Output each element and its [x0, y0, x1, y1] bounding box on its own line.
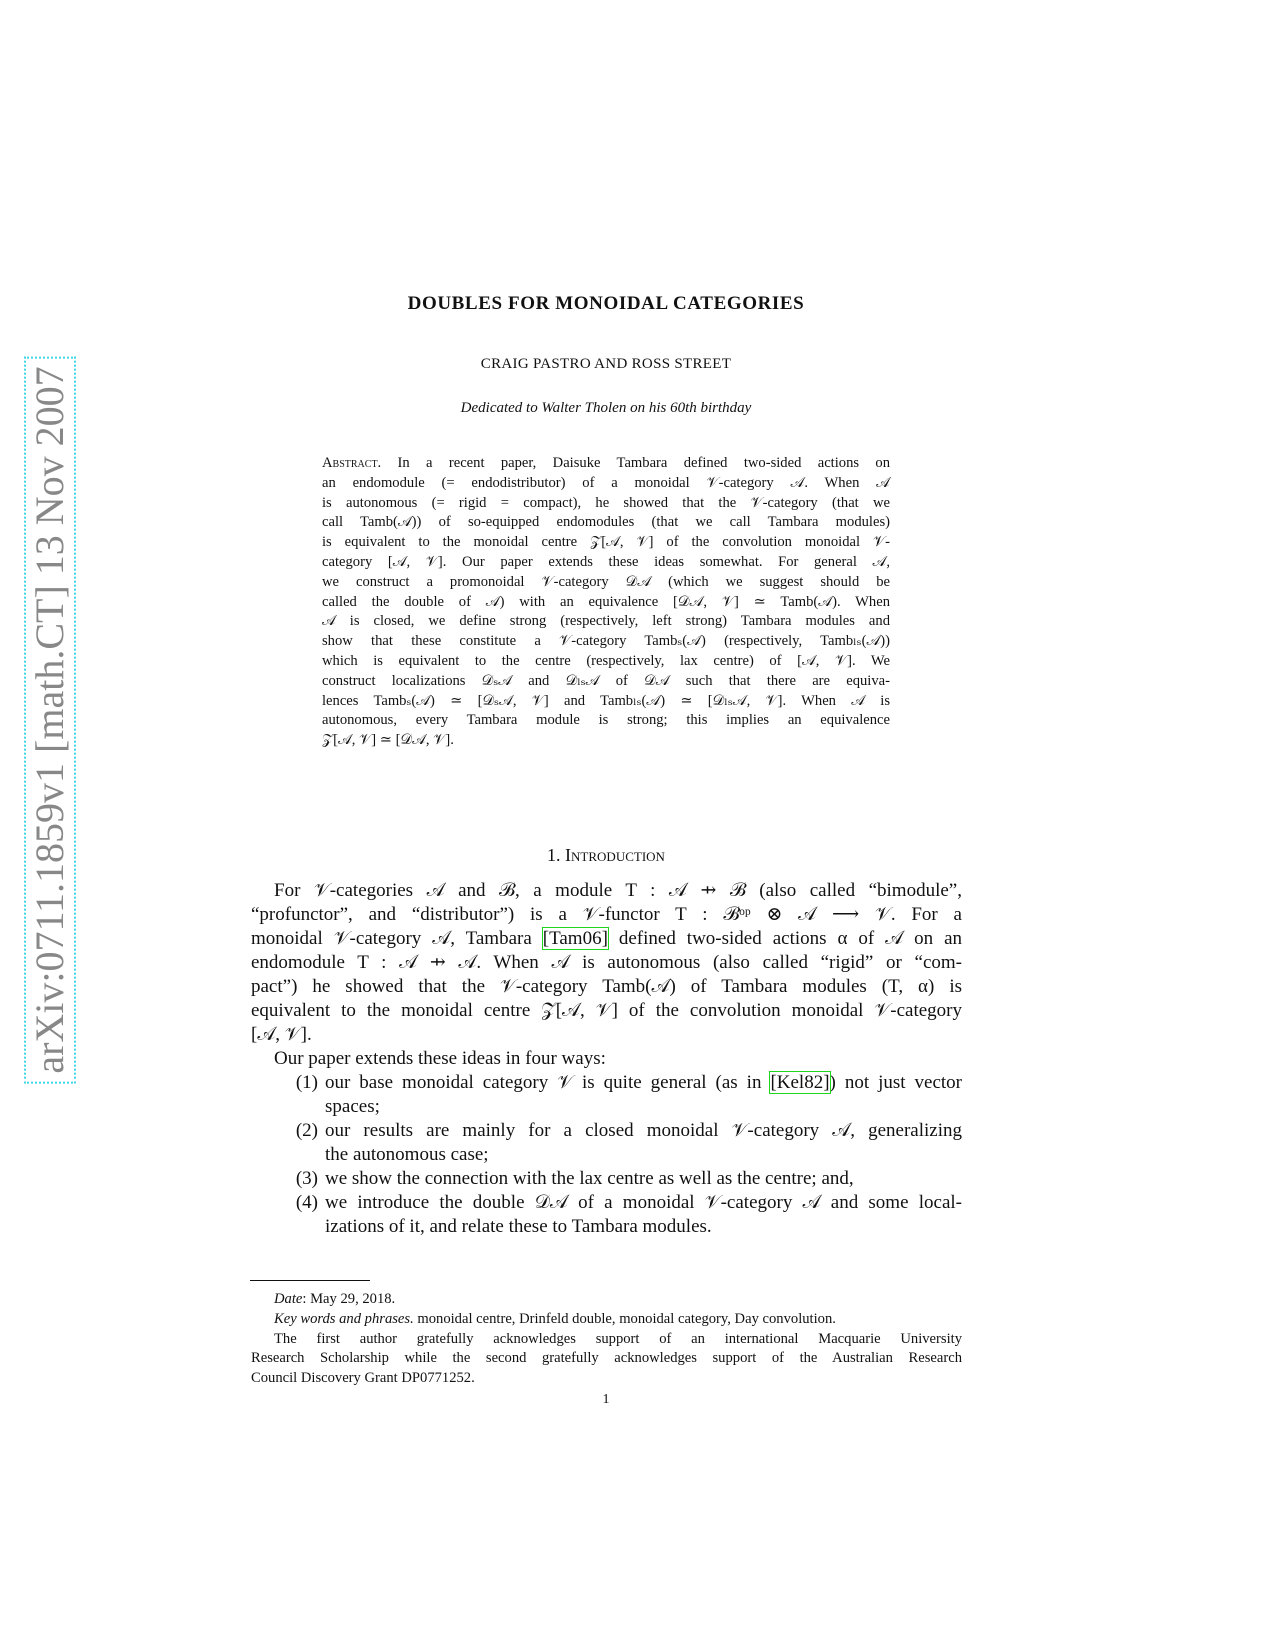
text-span: our base monoidal category 𝒱 is quite general (as in [325, 1072, 762, 1093]
section-title: Introduction [565, 845, 665, 865]
section-heading [0, 845, 1212, 866]
text-line: we introduce the double 𝒟𝒜 of a monoidal 𝒱-category 𝒜 and some local- [325, 1192, 962, 1213]
footnote-ack-line: Council Discovery Grant DP0771252. [251, 1370, 475, 1387]
date-value: : May 29, 2018. [302, 1291, 396, 1307]
text-line: equivalent to the monoidal centre 𝒵[𝒜, 𝒱] of the convolution monoidal 𝒱-category [251, 1000, 962, 1021]
list-item [251, 1191, 962, 1239]
abstract [322, 454, 890, 751]
text-line: For 𝒱-categories 𝒜 and ℬ, a module T : 𝒜 ⇸ ℬ (also called “bimodule”, [274, 880, 962, 901]
text-line: our results are mainly for a closed monoidal 𝒱-category 𝒜, generalizing [325, 1120, 962, 1141]
footnote-ack-line: The first author gratefully acknowledges support of an international Macquarie University [274, 1330, 962, 1347]
text-span: defined two-sided actions α of 𝒜 on an [618, 928, 963, 949]
keywords-value: monoidal centre, Drinfeld double, monoidal category, Day convolution. [413, 1310, 836, 1327]
text-line: we show the connection with the lax centre as well as the centre; and, [325, 1168, 854, 1189]
text-line: endomodule T : 𝒜 ⇸ 𝒜. When 𝒜 is autonomous (also called “rigid” or “com- [251, 952, 962, 973]
abstract-line: which is equivalent to the centre (respectively, lax centre) of [𝒜, 𝒱]. We [322, 652, 890, 669]
abstract-line [322, 454, 890, 474]
abstract-line: we construct a promonoidal 𝒱-category 𝒟𝒜 (which we suggest should be [322, 573, 890, 590]
abstract-label: Abstract. [322, 455, 382, 471]
list-number: (2) [295, 1120, 318, 1141]
text-line: izations of it, and relate these to Tambara modules. [325, 1216, 712, 1237]
text-line: pact”) he showed that the 𝒱-category Tamb(𝒜) of Tambara modules (T, α) is [251, 976, 962, 997]
arxiv-stamp-text: arXiv:0711.1859v1 [math.CT] 13 Nov 2007 [24, 356, 76, 1083]
authors: CRAIG PASTRO AND ROSS STREET [480, 356, 732, 372]
abstract-line: call Tamb(𝒜)) of so-equipped endomodules (that we call Tambara modules) [322, 514, 890, 531]
text-line [251, 927, 962, 951]
list-item [251, 1167, 962, 1191]
list-number: (4) [295, 1192, 318, 1213]
section-number: 1. [547, 845, 561, 865]
page-number: 1 [602, 1392, 610, 1407]
text-line: [𝒜, 𝒱]. [251, 1024, 312, 1045]
text-line: spaces; [325, 1096, 380, 1117]
text-span: ) not just vector [829, 1072, 963, 1093]
footnotes [251, 1290, 962, 1389]
list-number: (3) [295, 1168, 318, 1189]
footnote-rule [250, 1280, 370, 1281]
text-line: Our paper extends these ideas in four ways: [274, 1048, 606, 1069]
list-number: (1) [295, 1072, 318, 1093]
text-line: “profunctor”, and “distributor”) is a 𝒱-functor T : ℬᵒᵖ ⊗ 𝒜 ⟶ 𝒱. For a [251, 904, 962, 925]
abstract-line: autonomous, every Tambara module is strong; this implies an equivalence [322, 712, 890, 729]
abstract-line: lences Tambₛ(𝒜) ≃ [𝒟ₛ𝒜, 𝒱] and Tambₗₛ(𝒜) ≃ [𝒟ₗₛ𝒜, 𝒱]. When 𝒜 is [322, 692, 890, 709]
footnote-keywords [251, 1310, 962, 1330]
dedication: Dedicated to Walter Tholen on his 60th birthday [460, 400, 752, 416]
date-label: Date [274, 1291, 303, 1307]
abstract-line: 𝒜 is closed, we define strong (respectively, left strong) Tambara modules and [322, 613, 890, 630]
keywords-label: Key words and phrases. [274, 1310, 414, 1327]
abstract-line: show that these constitute a 𝒱-category Tambₛ(𝒜) (respectively, Tambₗₛ(𝒜)) [322, 633, 890, 650]
abstract-line: category [𝒜, 𝒱]. Our paper extends these ideas somewhat. For general 𝒜, [322, 553, 890, 570]
abstract-line: 𝒵[𝒜, 𝒱] ≃ [𝒟𝒜, 𝒱]. [322, 732, 454, 749]
list-item [251, 1071, 962, 1119]
arxiv-stamp [25, 355, 75, 1085]
abstract-line: is autonomous (= rigid = compact), he showed that the 𝒱-category (that we [322, 494, 890, 511]
abstract-line: construct localizations 𝒟ₛ𝒜 and 𝒟ₗₛ𝒜 of 𝒟𝒜 such that there are equiva- [322, 672, 890, 689]
text-line: the autonomous case; [325, 1144, 489, 1165]
footnote-ack-line: Research Scholarship while the second gratefully acknowledges support of the Australian Research [251, 1350, 962, 1367]
footnote-date [251, 1290, 962, 1310]
paper-title: DOUBLES FOR MONOIDAL CATEGORIES [407, 293, 805, 314]
abstract-text: In a recent paper, Daisuke Tambara defined two-sided actions on [397, 455, 890, 471]
introduction-body [251, 879, 962, 1239]
citation-link-tam06[interactable]: [Tam06] [542, 928, 608, 949]
list-item [251, 1119, 962, 1167]
citation-link-kel82[interactable]: [Kel82] [770, 1072, 830, 1093]
abstract-line: called the double of 𝒜) with an equivalence [𝒟𝒜, 𝒱] ≃ Tamb(𝒜). When [322, 593, 890, 610]
text-line [325, 1071, 962, 1095]
abstract-line: an endomodule (= endodistributor) of a monoidal 𝒱-category 𝒜. When 𝒜 [322, 474, 890, 491]
text-span: monoidal 𝒱-category 𝒜, Tambara [251, 928, 532, 949]
abstract-line: is equivalent to the monoidal centre 𝒵[𝒜, 𝒱] of the convolution monoidal 𝒱- [322, 534, 890, 551]
